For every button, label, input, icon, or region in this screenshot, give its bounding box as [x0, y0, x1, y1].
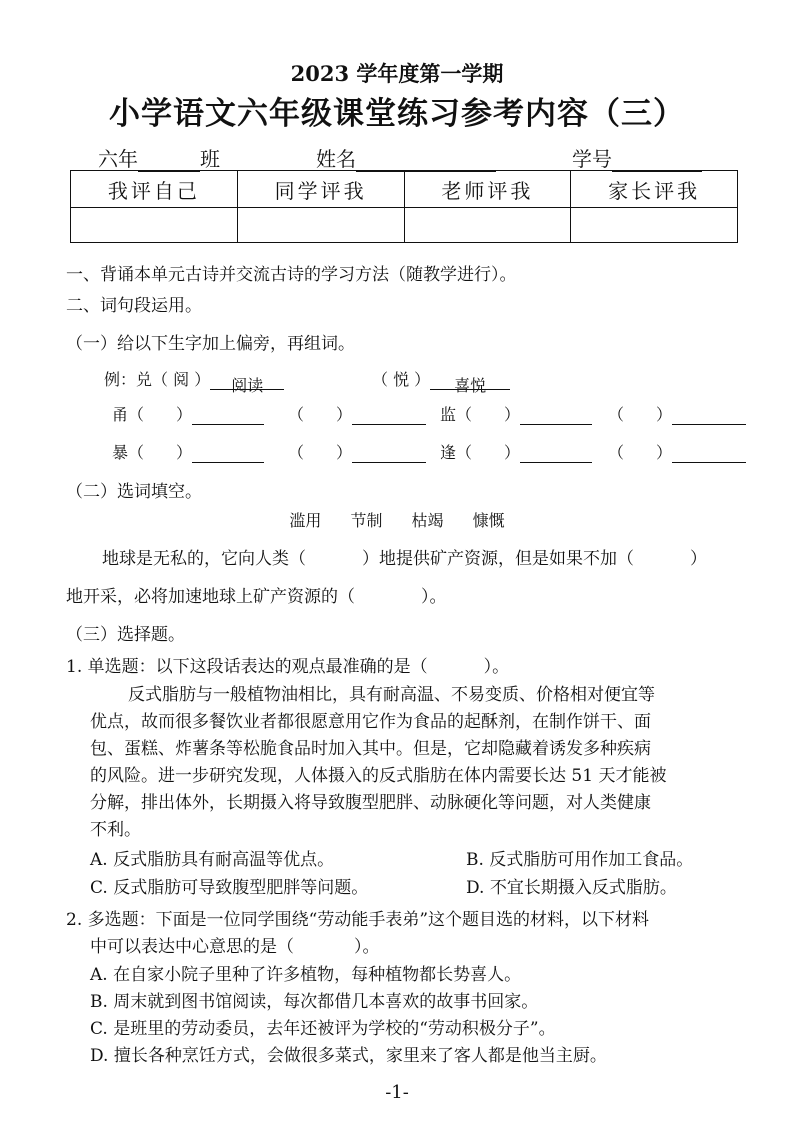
evaluation-table: [70, 170, 738, 243]
question-1-stem: [66, 652, 509, 677]
example-radical-2: （ 悦 ）: [372, 370, 431, 389]
word-bank-item: 节制: [350, 511, 383, 530]
eval-header-classmate: 同学评我: [237, 171, 404, 208]
paren-close: ）: [504, 405, 521, 424]
sentence-text: ）: [690, 549, 707, 569]
radical-paren[interactable]: （ ）: [608, 405, 673, 424]
q1-option-d[interactable]: D. 不宜长期摄入反式脂肪。: [466, 878, 677, 898]
name-label: 姓名: [316, 147, 356, 171]
word-blank[interactable]: [672, 446, 746, 463]
char-item-feng: [440, 440, 592, 463]
passage-line: 优点，故而很多餐饮业者都很愿意用它作为食品的起酥剂，在制作饼干、面: [90, 712, 651, 732]
class-label: 班: [200, 147, 220, 171]
passage-line: 反式脂肪与一般植物油相比，具有耐高温、不易变质、价格相对便宜等: [128, 685, 655, 705]
eval-header-teacher: 老师评我: [404, 171, 571, 208]
fill-sentence-line1: [102, 544, 707, 569]
id-label: 学号: [572, 147, 612, 171]
word-blank[interactable]: [352, 408, 426, 425]
grade-class-field: [98, 143, 220, 172]
example-radical-1: （ 阅 ）: [152, 370, 211, 389]
char-item-jian-2: [608, 402, 746, 425]
word-bank-item: 慷慨: [472, 511, 505, 530]
question-text: ）。: [354, 937, 380, 957]
paren-close: ）: [176, 443, 193, 462]
sentence-text: 地球是无私的，它向人类（: [102, 549, 306, 569]
word-blank[interactable]: [192, 408, 264, 425]
question-2-stem-line1: 2. 多选题：下面是一位同学围绕“劳动能手表弟”这个题目选的材料，以下材料: [66, 910, 650, 930]
term-title: 2023 学年度第一学期: [290, 61, 504, 86]
char-jian: 监（: [440, 405, 473, 424]
eval-header-parent: 家长评我: [571, 171, 738, 208]
part-one-title: （一）给以下生字加上偏旁，再组词。: [66, 334, 355, 354]
sentence-text: 地开采，必将加速地球上矿产资源的（: [66, 587, 355, 607]
char-item-yong: [112, 402, 264, 425]
part-two-title: （二）选词填空。: [66, 482, 202, 502]
radical-paren[interactable]: （ ）: [608, 443, 673, 462]
passage-line: 的风险。进一步研究发现，人体摄入的反式脂肪在体内需要长达 51 天才能被: [90, 766, 667, 786]
word-blank[interactable]: [192, 446, 264, 463]
example-word-2: 喜悦: [430, 373, 510, 390]
radical-paren[interactable]: （ ）: [288, 443, 353, 462]
q1-option-a[interactable]: A. 反式脂肪具有耐高温等优点。: [90, 850, 335, 870]
evaluation-table-header: [71, 171, 738, 208]
word-bank: [0, 508, 794, 531]
page-number: -1-: [385, 1082, 409, 1103]
paren-close: ）: [504, 443, 521, 462]
worksheet-title: 小学语文六年级课堂练习参考内容（三）: [109, 96, 685, 132]
word-blank[interactable]: [520, 446, 592, 463]
part-three-title: （三）选择题。: [66, 625, 185, 645]
sentence-text: ）地提供矿产资源，但是如果不加（: [362, 549, 634, 569]
section-two-heading: 二、词句段运用。: [66, 296, 202, 316]
char-item-yong-2: [288, 402, 426, 425]
passage-line: 分解，排出体外，长期摄入将导致腹型肥胖、动脉硬化等问题，对人类健康: [90, 793, 651, 813]
question-2-stem-line2: [90, 932, 380, 957]
paren-close: ）: [176, 405, 193, 424]
word-blank[interactable]: [352, 446, 426, 463]
word-bank-item: 枯竭: [411, 511, 444, 530]
question-text: 中可以表达中心意思的是（: [90, 937, 294, 957]
word-blank[interactable]: [672, 408, 746, 425]
sentence-text: ）。: [421, 587, 447, 607]
char-yong: 甬（: [112, 405, 145, 424]
q2-option-b[interactable]: B. 周末就到图书馆阅读，每次都借几本喜欢的故事书回家。: [90, 992, 539, 1012]
char-item-feng-2: [608, 440, 746, 463]
student-name-field: [316, 143, 496, 172]
char-item-jian: [440, 402, 592, 425]
eval-cell-classmate[interactable]: [237, 208, 404, 243]
grade-label: 六年: [98, 147, 138, 171]
radical-paren[interactable]: （ ）: [288, 405, 353, 424]
char-item-bao-2: [288, 440, 426, 463]
example-row: [104, 367, 284, 395]
eval-cell-self[interactable]: [71, 208, 238, 243]
char-feng: 逢（: [440, 443, 473, 462]
char-item-bao: [112, 440, 264, 463]
example-char: 兑: [136, 370, 153, 389]
student-id-field: [572, 143, 702, 172]
q1-option-b[interactable]: B. 反式脂肪可用作加工食品。: [466, 850, 694, 870]
example-label: 例：: [104, 370, 137, 389]
evaluation-table-row: [71, 208, 738, 243]
section-one-heading: 一、背诵本单元古诗并交流古诗的学习方法（随教学进行）。: [66, 265, 517, 285]
q2-option-a[interactable]: A. 在自家小院子里种了许多植物，每种植物都长势喜人。: [90, 965, 522, 985]
question-text: 1. 单选题：以下这段话表达的观点最准确的是（: [66, 657, 428, 677]
passage-line: 包、蛋糕、炸薯条等松脆食品时加入其中。但是，它却隐藏着诱发多种疾病: [90, 739, 651, 759]
question-text: ）。: [483, 657, 510, 677]
word-bank-item: 滥用: [289, 511, 322, 530]
example-word-1: 阅读: [210, 373, 284, 390]
eval-cell-teacher[interactable]: [404, 208, 571, 243]
fill-sentence-line2: [66, 582, 447, 607]
passage-line: 不利。: [90, 820, 141, 840]
example-row-second: [372, 367, 510, 395]
char-bao: 暴（: [112, 443, 145, 462]
word-blank[interactable]: [520, 408, 592, 425]
q2-option-c[interactable]: C. 是班里的劳动委员，去年还被评为学校的“劳动积极分子”。: [90, 1019, 556, 1039]
eval-header-self: 我评自己: [71, 171, 238, 208]
eval-cell-parent[interactable]: [571, 208, 738, 243]
q2-option-d[interactable]: D. 擅长各种烹饪方式，会做很多菜式，家里来了客人都是他当主厨。: [90, 1046, 607, 1066]
q1-option-c[interactable]: C. 反式脂肪可导致腹型肥胖等问题。: [90, 878, 369, 898]
